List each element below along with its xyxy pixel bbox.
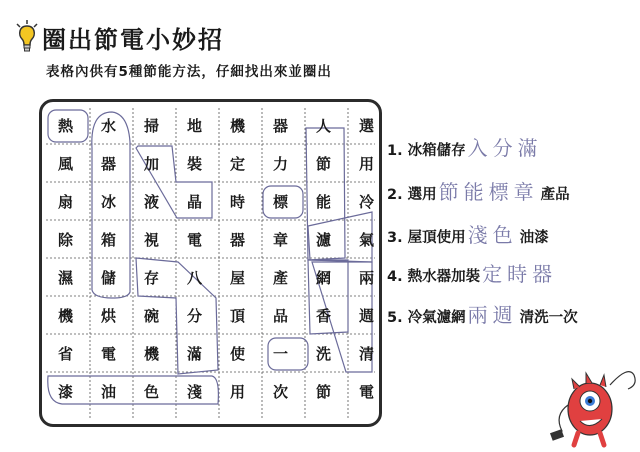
clue-1	[387, 132, 545, 161]
grid-cell: 分	[186, 306, 202, 325]
grid-cell: 用	[229, 382, 245, 401]
grid-cell: 品	[272, 306, 288, 325]
grid-cell: 碗	[143, 306, 159, 325]
clue-suffix: 清洗一次	[519, 310, 578, 326]
grid-cell: 箱	[100, 230, 116, 249]
grid-cell: 屋	[229, 268, 245, 287]
grid-cell: 頂	[229, 306, 245, 325]
grid-cell: 網	[315, 268, 331, 287]
grid-cell: 選	[358, 116, 374, 135]
handwritten-answer: 兩週	[467, 303, 518, 327]
grid-cell: 冷	[358, 192, 374, 211]
grid-cell: 機	[229, 116, 245, 135]
grid-cell: 裝	[186, 154, 202, 173]
grid-cell: 能	[315, 192, 331, 211]
grid-cell: 機	[57, 306, 73, 325]
grid-cell: 風	[57, 154, 73, 173]
grid-cell: 省	[57, 344, 73, 363]
title-prefix: 圈出	[42, 26, 94, 54]
instruction-label: 表格內供有5種節能方法，仔細找出來並圈出	[46, 64, 332, 80]
grid-cell: 人	[315, 116, 331, 135]
grid-cell: 濾	[315, 230, 331, 249]
clue-prefix: 4. 熱水器加裝	[387, 269, 481, 285]
grid-cell: 濕	[57, 268, 73, 287]
grid-cell: 器	[272, 116, 288, 135]
clue-prefix: 1. 冰箱儲存	[387, 143, 466, 159]
grid-cell: 器	[229, 230, 245, 249]
grid-cell: 液	[143, 192, 159, 211]
grid-cell: 氣	[358, 230, 374, 249]
grid-cell: 熱	[57, 116, 73, 135]
grid-cell: 漆	[57, 382, 73, 401]
grid-cell: 色	[143, 382, 159, 401]
grid-cell: 八	[186, 268, 202, 287]
grid-cell: 用	[358, 154, 374, 173]
grid-cell: 力	[272, 154, 288, 173]
clue-prefix: 3. 屋頂使用	[387, 230, 466, 246]
grid-cell: 機	[143, 344, 159, 363]
title-main: 節電小妙招	[94, 26, 224, 54]
grid-cell: 使	[229, 344, 245, 363]
grid-cell: 晶	[186, 192, 202, 211]
grid-cell: 冰	[100, 192, 116, 211]
clue-suffix: 產品	[540, 187, 570, 203]
handwritten-answer: 淺色	[467, 223, 518, 247]
grid-cell: 節	[315, 382, 331, 401]
grid-cell: 滿	[186, 344, 202, 363]
grid-cell: 兩	[358, 268, 374, 287]
clue-5	[387, 299, 578, 328]
grid-cell: 定	[229, 154, 245, 173]
handwritten-answer: 入分滿	[467, 136, 543, 160]
grid-cell: 節	[315, 154, 331, 173]
grid-cell: 電	[100, 344, 116, 363]
clue-3	[387, 219, 549, 248]
grid-cell: 儲	[100, 268, 116, 287]
handwritten-answer: 節能標章	[438, 180, 539, 204]
clue-prefix: 2. 選用	[387, 187, 437, 203]
grid-cell: 器	[100, 154, 116, 173]
grid-cell: 除	[57, 230, 73, 249]
grid-cell: 電	[186, 230, 202, 249]
handwritten-answer: 定時器	[482, 262, 558, 286]
clue-suffix: 油漆	[519, 230, 549, 246]
page-title	[42, 20, 224, 55]
grid-cell: 油	[100, 382, 116, 401]
grid-cell: 烘	[100, 306, 116, 325]
grid-cell: 清	[358, 344, 374, 363]
grid-cell: 地	[186, 116, 202, 135]
grid-cell: 章	[272, 230, 288, 249]
grid-cell: 香	[315, 306, 331, 325]
grid-cell: 次	[272, 382, 288, 401]
grid-cell: 視	[143, 230, 159, 249]
grid-cell: 電	[358, 382, 374, 401]
grid-cell: 掃	[143, 116, 159, 135]
instruction-text	[46, 60, 332, 80]
grid-cell: 水	[100, 116, 116, 135]
grid-cell: 加	[143, 154, 159, 173]
grid-cell: 一	[272, 344, 288, 363]
grid-cell: 產	[272, 268, 288, 287]
clue-2	[387, 176, 570, 205]
lightbulb-icon	[14, 20, 40, 54]
grid-cell: 時	[229, 192, 245, 211]
grid-cell: 週	[358, 306, 374, 325]
grid-cell: 標	[272, 192, 288, 211]
clue-4	[387, 258, 559, 287]
grid-cell: 淺	[186, 382, 202, 401]
clue-prefix: 5. 冷氣濾網	[387, 310, 466, 326]
grid-cell: 扇	[57, 192, 73, 211]
monster-mascot-icon	[548, 345, 638, 449]
grid-cell: 洗	[315, 344, 331, 363]
grid-cell: 存	[143, 268, 159, 287]
